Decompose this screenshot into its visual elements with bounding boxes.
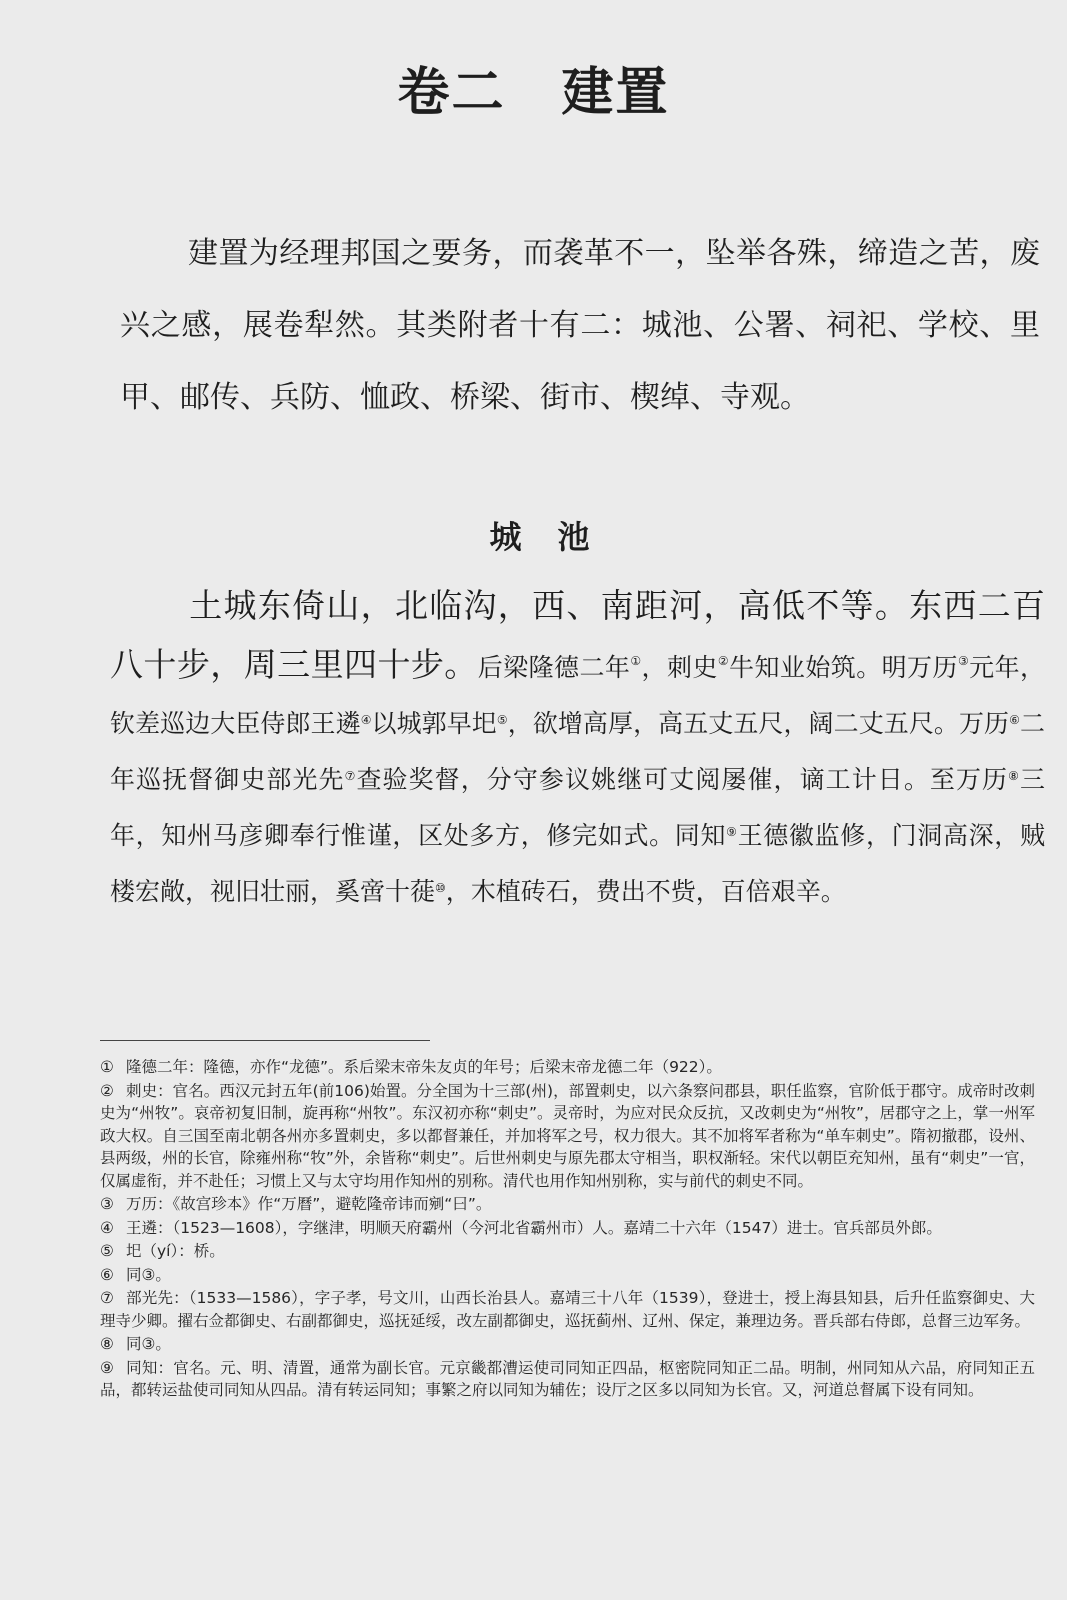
footnote-number: ⑥: [100, 1265, 114, 1284]
footnote-number: ①: [100, 1058, 114, 1076]
footnote-text: 部光先：（1533—1586），字子孝，号文川，山西长治县人。嘉靖三十八年（1539），登进士，授上海县知县，后升任监察御史、大理寺少卿。擢右佥都御史、右副都御史，巡抚延绥，改左副都御史，巡抚蓟州、辽州、保定，兼理边务。晋兵部右侍郎，总督三边军务。: [100, 1289, 1035, 1330]
footnote-number: ⑦: [100, 1289, 114, 1307]
footnote: [100, 1264, 1035, 1287]
section-body: [110, 578, 1045, 920]
footnote-ref: ①: [630, 654, 642, 668]
footnote: [100, 1287, 1035, 1332]
body-text: 王德徽监修，门洞高深，贼楼宏敞，视旧壮丽，奚啻十蓰: [110, 821, 1045, 906]
footnote-ref: ④: [360, 713, 372, 727]
footnote: [100, 1217, 1035, 1240]
footnote-number: ④: [100, 1218, 114, 1237]
body-text: ，木植砖石，费出不赀，百倍艰辛。: [445, 877, 846, 906]
footnote-text: 同知：官名。元、明、清置，通常为副长官。元京畿都漕运使司同知正四品，枢密院同知正二品。明制，州同知从六品，府同知正五品，都转运盐使司同知从四品。清有转运同知；事繁之府以同知为辅佐；设厅之区多以同知为长官。又，河道总督属下设有同知。: [100, 1358, 1035, 1399]
footnote-ref: ⑧: [1008, 769, 1020, 783]
footnote-text: 万历：《故宫珍本》作“万曆”，避乾隆帝讳而剜“曰”。: [126, 1195, 492, 1213]
footnote: [100, 1357, 1035, 1402]
footnote-number: ⑤: [100, 1242, 114, 1260]
body-lead-text: 土城东倚山，北临沟，西、南距河，高低不等。东西二百八十步，周三里四十步。: [110, 586, 1045, 684]
footnote-text: 王遴：（1523—1608），字继津，明顺天府霸州（今河北省霸州市）人。嘉靖二十六年（1547）进士。官兵部员外郎。: [126, 1218, 942, 1237]
footnote-text: 刺史：官名。西汉元封五年(前106)始置。分全国为十三部(州)，部置刺史，以六条察问郡县，职任监察，官阶低于郡守。成帝时改刺史为“州牧”。哀帝初复旧制，旋再称“州牧”。东汉初亦称“刺史”。灵帝时，为应对民众反抗，又改刺史为“州牧”，居郡守之上，掌一州军政大权。自三国至南北朝各州亦多置刺史，多以都督兼任，并加将军之号，权力很大。其不加将军者称为“单车刺史”。隋初撤郡，设州、县两级，州的长官，除雍州称“牧”外，余皆称“刺史”。后世州刺史与原先郡太守相当，职权渐轻。宋代以朝臣充知州，虽有“刺史”一官，仅属虚衔，并不赴任；习惯上又与太守均用作知州的别称。清代也用作知州别称，实与前代的刺史不同。: [100, 1081, 1035, 1190]
body-text: 后梁隆德二年: [477, 653, 631, 682]
footnote-text: 圯（yí）：桥。: [126, 1242, 225, 1260]
footnote-number: ③: [100, 1195, 114, 1213]
footnote-ref: ⑤: [496, 713, 508, 727]
body-text: 二年巡抚督御史部光先: [110, 709, 1045, 794]
footnote: [100, 1333, 1035, 1356]
section-title: 城池: [489, 518, 626, 556]
body-text: 元年，钦差巡边大臣侍郎王遴: [110, 653, 1046, 738]
footnotes: [100, 1056, 1035, 1403]
footnote-text: 同③。: [126, 1335, 171, 1353]
footnote: [100, 1056, 1035, 1079]
body-text: 牛知业始筑。明万历: [729, 653, 958, 682]
footnote-ref: ③: [957, 654, 970, 668]
chapter-title: [0, 50, 1067, 125]
body-text: 三年，知州马彦卿奉行惟谨，区处多方，修完如式。同知: [110, 765, 1045, 850]
footnote-number: ⑨: [100, 1358, 114, 1377]
footnote: [100, 1240, 1035, 1263]
footnote-divider: [100, 1040, 430, 1041]
footnote-ref: ⑩: [435, 881, 446, 895]
body-text: 查验奖督，分守参议姚继可丈阅屡催，谪工计日。至万历: [356, 765, 1009, 794]
chapter-number: 卷二: [397, 62, 506, 123]
footnote-number: ⑧: [100, 1335, 114, 1353]
chapter-name: 建置: [561, 62, 670, 123]
footnote-ref: ⑥: [1009, 713, 1020, 727]
footnote-ref: ②: [717, 654, 730, 668]
intro-text: 建置为经理邦国之要务，而袭革不一，坠举各殊，缔造之苦，废兴之感，展卷犁然。其类附者十有二：城池、公署、祠祀、学校、里甲、邮传、兵防、恤政、桥梁、街市、楔绰、寺观。: [120, 236, 1040, 415]
footnote-ref: ⑦: [344, 769, 357, 783]
footnote-text: 同③。: [126, 1265, 171, 1284]
body-text: ，欲增高厚，高五丈五尺，阔二丈五尺。万历: [507, 709, 1010, 738]
footnote-text: 隆德二年：隆德，亦作“龙德”。系后梁末帝朱友贞的年号；后梁末帝龙德二年（922）。: [126, 1058, 722, 1076]
body-text: 以城郭早圯: [371, 709, 497, 738]
footnote-number: ②: [100, 1081, 114, 1100]
intro-paragraph: [120, 218, 1040, 434]
footnote: [100, 1193, 1035, 1216]
footnote: [100, 1080, 1035, 1193]
footnote-ref: ⑨: [726, 825, 738, 839]
body-text: ，刺史: [641, 653, 718, 682]
